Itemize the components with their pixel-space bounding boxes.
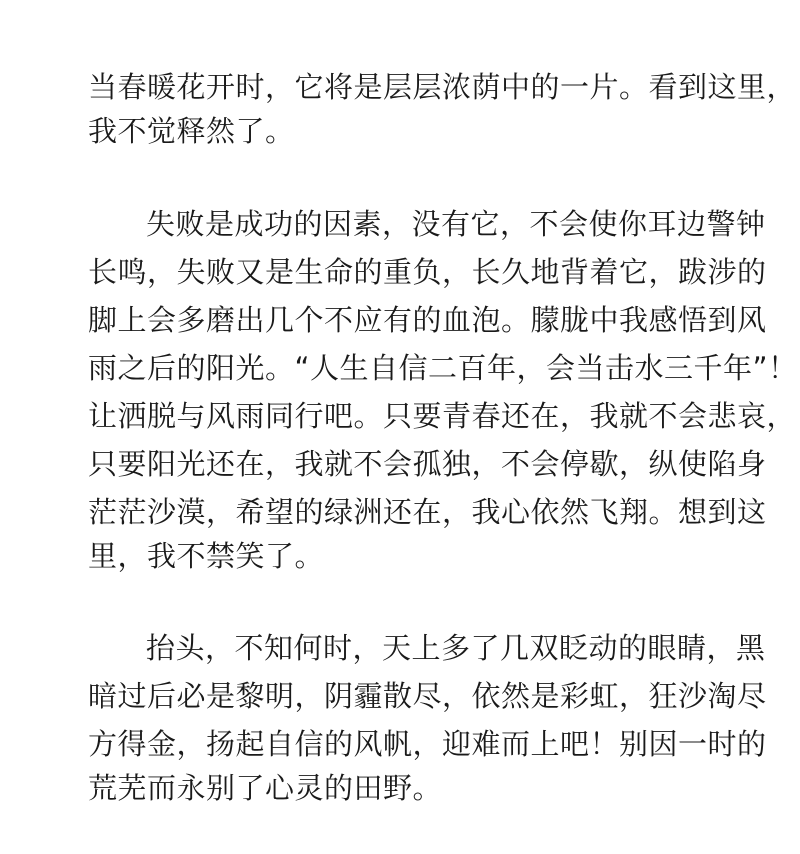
paragraph-2-line-5: 让洒脱与风雨同行吧。只要青春还在，我就不会悲哀， xyxy=(88,399,797,433)
paragraph-2-line-3: 脚上会多磨出几个不应有的血泡。朦胧中我感悟到风 xyxy=(88,303,767,337)
paragraph-3-line-2: 暗过后必是黎明，阴霾散尽，依然是彩虹，狂沙淘尽 xyxy=(88,679,767,713)
paragraph-3-line-4: 荒芜而永别了心灵的田野。 xyxy=(88,771,443,805)
paragraph-2-line-6: 只要阳光还在，我就不会孤独，不会停歇，纵使陷身 xyxy=(88,447,767,481)
paragraph-2-line-4: 雨之后的阳光。“人生自信二百年，会当击水三千年”！ xyxy=(88,351,798,385)
paragraph-1-line-1: 当春暖花开时，它将是层层浓荫中的一片。看到这里， xyxy=(88,70,797,104)
paragraph-2-line-1: 失败是成功的因素，没有它，不会使你耳边警钟 xyxy=(146,207,766,241)
paragraph-2-line-8: 里，我不禁笑了。 xyxy=(88,539,325,573)
paragraph-3-line-1: 抬头，不知何时，天上多了几双眨动的眼睛，黑 xyxy=(146,631,766,665)
paragraph-2-line-7: 茫茫沙漠，希望的绿洲还在，我心依然飞翔。想到这 xyxy=(88,495,767,529)
paragraph-3-line-3: 方得金，扬起自信的风帆，迎难而上吧！别因一时的 xyxy=(88,727,767,761)
paragraph-1-line-2: 我不觉释然了。 xyxy=(88,114,295,148)
paragraph-2-line-2: 长鸣，失败又是生命的重负，长久地背着它，跋涉的 xyxy=(88,255,767,289)
